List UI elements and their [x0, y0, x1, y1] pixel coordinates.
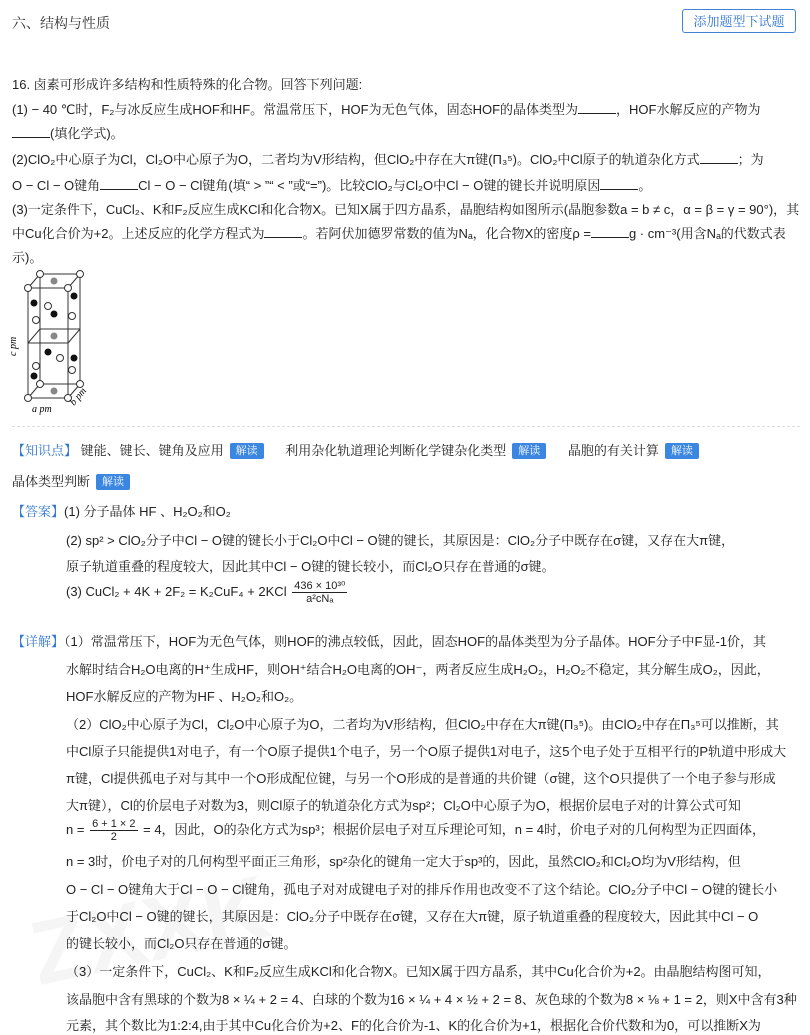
detail-line-2: 水解时结合H₂O电离的H⁺生成HF，则OH⁺结合H₂O电离的OH⁻，两者反应生成H₂O₂，H₂O₂不稳定，其分解生成O₂，因此，	[66, 662, 770, 677]
section-title: 六、结构与性质	[12, 15, 110, 31]
part3-text-c: 。若阿伏加德罗常数的值为Nₐ，化合物X的密度ρ =	[302, 226, 591, 241]
knowledge-text: 晶体类型判断	[12, 474, 91, 489]
watermark	[22, 856, 278, 1007]
part2-text-c: O − Cl − O键角	[12, 178, 101, 193]
answer-blank	[700, 151, 738, 164]
part2-text-e: 。	[638, 178, 652, 193]
density-fraction	[292, 580, 347, 605]
knowledge-item	[12, 471, 130, 490]
detail-line-9: n = 3时，价电子对的几何构型平面正三角形，sp²杂化的键角一定大于sp³的，因此，虽然ClO₂和Cl₂O均为V形结构，但	[66, 854, 741, 869]
detail-line-14: 该晶胞中含有黑球的个数为8 × ¼ + 2 = 4、白球的个数为16 × ¼ + 4 × ½ + 2 = 8、灰色球的个数为8 × ⅛ + 1 = 2，则X中含有3种	[66, 992, 797, 1007]
detail-line-6: π键，Cl提供孤电子对与其中一个O形成配位键，与另一个O形成的是普通的共价键（σ键，这个O只提供了一个电子参与形成	[66, 771, 776, 786]
part2-text-b: ；为	[737, 152, 764, 167]
divider	[12, 426, 800, 427]
section-header	[0, 0, 810, 42]
axis-label-a: a pm	[32, 404, 52, 415]
answer-blank	[578, 101, 616, 114]
axis-label-c: c pm	[8, 336, 19, 356]
answer-line-4	[66, 580, 349, 605]
answer-blank	[100, 177, 138, 190]
knowledge-item	[81, 440, 264, 459]
answer-label: 【答案】	[12, 504, 65, 519]
knowledge-label: 【知识点】	[12, 443, 78, 458]
part1-text-b: ，HOF水解反应的产物为	[616, 102, 761, 117]
fraction-numerator: 436 × 10³⁰	[294, 580, 346, 592]
knowledge-points-row	[12, 440, 717, 459]
detail-line-12: 的键长较小，而Cl₂O只存在普通的σ键。	[66, 936, 297, 951]
question-part3-cont	[12, 223, 786, 242]
detail-line-13: （3）一定条件下，CuCl₂、K和F₂反应生成KCl和化合物X。已知X属于四方晶系，其中Cu化合价为+2。由晶胞结构图可知，	[66, 964, 771, 979]
answer-text: (1) 分子晶体 HF 、H₂O₂和O₂	[64, 504, 231, 519]
question-part2	[12, 149, 764, 168]
part3-text-b: 中Cu化合价为+2。上述反应的化学方程式为	[12, 226, 265, 241]
knowledge-text: 晶胞的有关计算	[567, 443, 659, 458]
detail-line-5: 中Cl原子只能提供1对电子，有一个O原子提供1个电子，另一个O原子提供1对电子，这5个电子处于互相平行的P轨道中形成大	[66, 744, 787, 759]
part2-text-d: Cl − O − Cl键角(填“ > ”“ < ”或“=”)。比较ClO₂与Cl₂O中Cl − O键的键长并说明原因	[138, 178, 601, 193]
part1-text-c: (填化学式)。	[50, 126, 124, 141]
detail-text: = 4，因此，O的杂化方式为sp³；根据价层电子对互斥理论可知，n = 4时，价电子对的几何构型为正四面体，	[143, 821, 766, 837]
detail-line-10: O − Cl − O键角大于Cl − O − Cl键角，孤电子对对成键电子对的排斥作用也改变不了这个结论。ClO₂分子中Cl − O键的键长小	[66, 882, 778, 897]
detail-line-7: 大π键），Cl的价层电子对数为3，则Cl原子的轨道杂化方式为sp²；Cl₂O中心原子为O，根据价层电子对的计算公式可知	[66, 798, 741, 813]
answer-line-2: (2) sp² > ClO₂分子中Cl − O键的键长小于Cl₂O中Cl − O键的键长，其原因是：ClO₂分子中既存在σ键，又存在大π键，	[66, 533, 735, 548]
knowledge-text: 利用杂化轨道理论判断化学键杂化类型	[285, 443, 507, 458]
crystal-cell-figure	[8, 266, 102, 416]
detail-label: 【详解】	[12, 634, 65, 649]
answer-blank	[12, 125, 50, 138]
detail-text: n =	[66, 821, 85, 837]
question-stem: 16. 卤素可形成许多结构和性质特殊的化合物。回答下列问题:	[12, 77, 363, 92]
detail-line-3: HOF水解反应的产物为HF 、H₂O₂和O₂。	[66, 689, 303, 704]
detail-line-1	[12, 631, 766, 650]
explain-badge[interactable]: 解读	[665, 443, 699, 459]
fraction-denominator: a²cNₐ	[306, 593, 334, 605]
detail-text: （1）常温常压下，HOF为无色气体，则HOF的沸点较低，因此，固态HOF的晶体类型为分子晶体。HOF分子中F显-1价，其	[64, 634, 767, 649]
fraction-numerator: 6 + 1 × 2	[92, 818, 136, 830]
explain-badge[interactable]: 解读	[512, 443, 546, 459]
knowledge-item	[568, 440, 699, 459]
answer-blank	[264, 225, 302, 238]
knowledge-text: 键能、键长、键角及应用	[80, 443, 224, 458]
detail-line-11: 于Cl₂O中Cl − O键的键长，其原因是：ClO₂分子中既存在σ键，又存在大π键，原子轨道重叠的程度较大，因此其中Cl − O	[66, 909, 759, 924]
question-part3: (3)一定条件下，CuCl₂、K和F₂反应生成KCl和化合物X。已知X属于四方晶系，晶胞结构如图所示(晶胞参数a = b ≠ c，α = β = γ = 90°)，其	[12, 202, 800, 217]
question-part1-cont	[12, 123, 124, 142]
answer-line-1	[12, 501, 231, 520]
fraction-denominator: 2	[110, 831, 117, 843]
question-part1	[12, 99, 760, 118]
answer-line-3: 原子轨道重叠的程度较大，因此其中Cl − O键的键长较小，而Cl₂O只存在普通的σ键。	[66, 559, 555, 574]
knowledge-item	[285, 440, 546, 459]
explain-badge[interactable]: 解读	[96, 474, 130, 490]
add-question-button[interactable]: 添加题型下试题	[682, 9, 796, 33]
knowledge-points-row-2	[12, 471, 148, 490]
question-part2-cont	[12, 175, 651, 194]
answer-blank	[591, 225, 629, 238]
part3-text-d: g · cm⁻³(用含Nₐ的代数式表	[628, 226, 786, 241]
detail-line-8	[66, 818, 765, 843]
detail-line-15: 元素，其个数比为1:2:4,由于其中Cu化合价为+2、F的化合价为-1、K的化合价为+1，根据化合价代数和为0，可以推断X为	[66, 1018, 761, 1033]
detail-line-4: （2）ClO₂中心原子为Cl，Cl₂O中心原子为O，二者均为V形结构，但ClO₂中存在大π键(Π₃⁵)。由ClO₂中存在Π₃⁵可以推断，其	[66, 717, 779, 732]
answer-equation: (3) CuCl₂ + 4K + 2F₂ = K₂CuF₄ + 2KCl	[66, 583, 287, 599]
answer-blank	[600, 177, 638, 190]
explain-badge[interactable]: 解读	[230, 443, 264, 459]
axis-label-b: b pm	[67, 385, 89, 408]
part2-text-a: (2)ClO₂中心原子为Cl，Cl₂O中心原子为O，二者均为V形结构，但ClO₂中存在大π键(Π₃⁵)。ClO₂中Cl原子的轨道杂化方式	[12, 152, 700, 167]
part1-text-a: (1) − 40 ℃时，F₂与冰反应生成HOF和HF。常温常压下，HOF为无色气体，固态HOF的晶体类型为	[12, 102, 579, 117]
question-part3-end: 示)。	[12, 250, 43, 265]
n-fraction	[90, 818, 137, 843]
